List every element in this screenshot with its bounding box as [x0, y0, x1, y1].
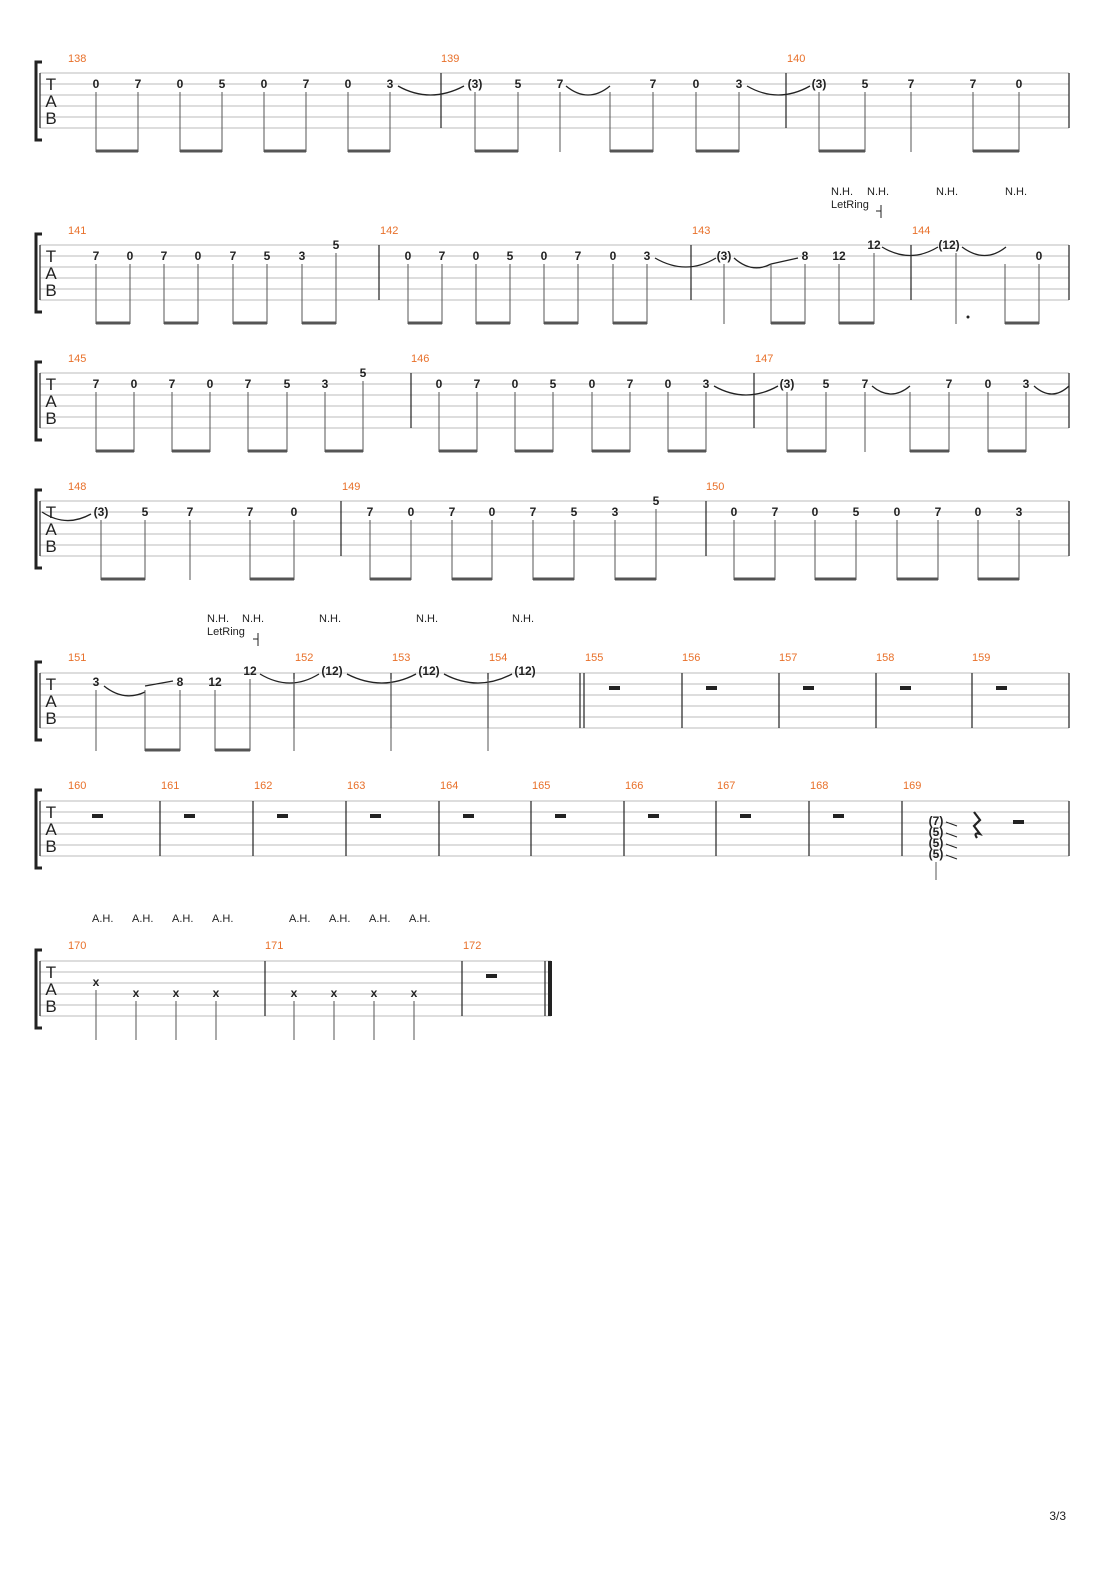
natural-harmonic-label: N.H.: [242, 613, 264, 625]
tab-note: 0: [540, 249, 548, 263]
tab-note: 7: [649, 77, 657, 91]
measure-number: 160: [68, 780, 87, 792]
measure-number: 172: [463, 940, 482, 952]
measure-number: 152: [295, 652, 314, 664]
tab-note: 7: [945, 377, 953, 391]
tab-note: 7: [92, 249, 100, 263]
measure-number: 168: [810, 780, 829, 792]
tab-note: 5: [506, 249, 514, 263]
tab-note: 0: [511, 377, 519, 391]
tab-note: 5: [263, 249, 271, 263]
tab-clef-a: A: [45, 980, 57, 999]
natural-harmonic-label: N.H.: [416, 613, 438, 625]
dead-note: x: [212, 986, 220, 1000]
tab-clef-a: A: [45, 92, 57, 111]
tab-note: 7: [134, 77, 142, 91]
measure-number: 167: [717, 780, 736, 792]
tab-note: 0: [130, 377, 138, 391]
tie: [655, 258, 716, 267]
tab-system-7: [36, 913, 552, 1040]
tab-note: 3: [386, 77, 394, 91]
measure-number: 161: [161, 780, 180, 792]
tab-note: 3: [1022, 377, 1030, 391]
tab-clef-t: T: [45, 803, 57, 822]
natural-harmonic-label: N.H.: [512, 613, 534, 625]
note-stems: [819, 92, 1019, 152]
note-stems: [96, 679, 250, 751]
measure-number: 145: [68, 353, 87, 365]
tie: [747, 86, 810, 95]
measure-number: 156: [682, 652, 701, 664]
artificial-harmonic-label: A.H.: [409, 913, 431, 925]
tab-note: (3): [716, 249, 732, 263]
chord-note: (5): [928, 847, 944, 861]
chord-note: (5): [928, 836, 944, 850]
tab-note: 0: [176, 77, 184, 91]
note-stems: [787, 392, 1026, 452]
tie: [347, 674, 416, 683]
tie: [962, 247, 1006, 256]
measure-number: 169: [903, 780, 922, 792]
tab-note: 5: [822, 377, 830, 391]
let-ring-marker: [253, 633, 258, 646]
tab-note: 7: [160, 249, 168, 263]
tab-note: (3): [779, 377, 795, 391]
tab-clef-b: B: [45, 709, 57, 728]
dead-note: x: [370, 986, 378, 1000]
natural-harmonic-label: N.H.: [831, 186, 853, 198]
dead-note: x: [132, 986, 140, 1000]
tab-clef-b: B: [45, 997, 57, 1016]
measure-number: 159: [972, 652, 991, 664]
measure-number: 146: [411, 353, 430, 365]
tab-note: 7: [186, 505, 194, 519]
tab-clef-t: T: [45, 75, 57, 94]
tab-note: 3: [321, 377, 329, 391]
dead-note: x: [330, 986, 338, 1000]
measure-number: 151: [68, 652, 87, 664]
measure-number: 163: [347, 780, 366, 792]
tab-clef-a: A: [45, 392, 57, 411]
tab-note: 12: [243, 664, 257, 678]
measure-number: 162: [254, 780, 273, 792]
measure-number: 144: [912, 225, 931, 237]
tab-note: 0: [260, 77, 268, 91]
tab-note: (3): [93, 505, 109, 519]
let-ring-label: LetRing: [207, 626, 245, 638]
natural-harmonic-label: N.H.: [936, 186, 958, 198]
let-ring-label: LetRing: [831, 199, 869, 211]
tab-note: 3: [92, 675, 100, 689]
tab-clef-b: B: [45, 109, 57, 128]
tab-note: 5: [861, 77, 869, 91]
tab-note: 3: [702, 377, 710, 391]
tab-note: 0: [344, 77, 352, 91]
slide-out-marks: [946, 822, 957, 859]
tie: [734, 258, 771, 268]
tab-note: (12): [514, 664, 536, 678]
slide-line: [771, 258, 798, 264]
measure-number: 154: [489, 652, 508, 664]
tab-note: 5: [549, 377, 557, 391]
tab-note: 7: [246, 505, 254, 519]
tie: [104, 686, 145, 696]
artificial-harmonic-label: A.H.: [132, 913, 154, 925]
tab-note: 7: [771, 505, 779, 519]
tab-note: (12): [418, 664, 440, 678]
tie: [872, 386, 910, 394]
tab-system-6: [36, 780, 1069, 880]
measure-number: 155: [585, 652, 604, 664]
artificial-harmonic-label: A.H.: [329, 913, 351, 925]
dead-note: x: [410, 986, 418, 1000]
tab-note: 7: [861, 377, 869, 391]
tab-note: 7: [302, 77, 310, 91]
tab-system-4: [36, 481, 1069, 580]
measure-number: 140: [787, 53, 806, 65]
note-stems: [734, 520, 1019, 580]
artificial-harmonic-label: A.H.: [369, 913, 391, 925]
measure-number: 158: [876, 652, 895, 664]
tab-note: 7: [473, 377, 481, 391]
tab-note: 0: [92, 77, 100, 91]
measure-number: 150: [706, 481, 725, 493]
chord-note: (7): [928, 814, 944, 828]
tab-note: 5: [218, 77, 226, 91]
tab-note: (3): [467, 77, 483, 91]
note-stems: [439, 392, 706, 452]
tab-clef-a: A: [45, 820, 57, 839]
tab-note: 0: [811, 505, 819, 519]
tab-note: 0: [609, 249, 617, 263]
tab-note: 7: [529, 505, 537, 519]
tab-system-1: [36, 53, 1069, 152]
tab-note: 3: [1015, 505, 1023, 519]
tab-note: 8: [176, 675, 184, 689]
tab-note: 3: [298, 249, 306, 263]
tab-system-2: [36, 186, 1069, 324]
artificial-harmonic-label: A.H.: [92, 913, 114, 925]
tab-note: 0: [407, 505, 415, 519]
tab-note: 0: [206, 377, 214, 391]
tab-clef-t: T: [45, 963, 57, 982]
tab-system-3: [36, 353, 1069, 452]
rest-mark: [486, 974, 497, 978]
tab-note: 3: [611, 505, 619, 519]
tab-note: 0: [588, 377, 596, 391]
measure-number: 153: [392, 652, 411, 664]
tab-note: 0: [404, 249, 412, 263]
tie: [882, 247, 938, 256]
tab-clef-b: B: [45, 837, 57, 856]
tie: [260, 674, 319, 683]
tab-clef-a: A: [45, 264, 57, 283]
page-number: 3/3: [1049, 1509, 1066, 1523]
tab-note: 0: [488, 505, 496, 519]
tab-clef-t: T: [45, 247, 57, 266]
quarter-rest: [974, 812, 980, 838]
measure-number: 165: [532, 780, 551, 792]
artificial-harmonic-label: A.H.: [212, 913, 234, 925]
let-ring-marker: [876, 205, 881, 218]
natural-harmonic-label: N.H.: [1005, 186, 1027, 198]
note-stems: [96, 92, 390, 152]
tab-note: 5: [359, 366, 367, 380]
tab-note: 7: [244, 377, 252, 391]
tab-note: 5: [570, 505, 578, 519]
tab-clef-a: A: [45, 692, 57, 711]
measure-number: 164: [440, 780, 459, 792]
tab-note: (12): [321, 664, 343, 678]
tab-note: 12: [208, 675, 222, 689]
measure-number: 157: [779, 652, 798, 664]
chord-note: (5): [928, 825, 944, 839]
tab-note: 7: [168, 377, 176, 391]
tab-note: 5: [652, 494, 660, 508]
tab-note: 0: [194, 249, 202, 263]
tab-note: 7: [448, 505, 456, 519]
final-barline-thick: [548, 961, 552, 1016]
tie: [714, 386, 778, 395]
measure-number: 139: [441, 53, 460, 65]
tab-clef-t: T: [45, 503, 57, 522]
measure-number: 170: [68, 940, 87, 952]
tab-note: 12: [832, 249, 846, 263]
tie: [398, 86, 464, 95]
tab-note: 0: [1035, 249, 1043, 263]
tab-note: 7: [969, 77, 977, 91]
measure-number: 147: [755, 353, 774, 365]
tab-note: 0: [664, 377, 672, 391]
rest-marks: [609, 686, 1007, 690]
tab-note: 0: [472, 249, 480, 263]
measure-number: 148: [68, 481, 87, 493]
note-stems: [101, 520, 294, 580]
tab-note: 12: [867, 238, 881, 252]
measure-number: 149: [342, 481, 361, 493]
measure-number: 138: [68, 53, 87, 65]
tab-note: 5: [332, 238, 340, 252]
tab-note: 7: [92, 377, 100, 391]
tab-note: (12): [938, 238, 960, 252]
dead-note: x: [92, 975, 100, 989]
tab-note: 0: [1015, 77, 1023, 91]
natural-harmonic-label: N.H.: [867, 186, 889, 198]
tab-note: 5: [514, 77, 522, 91]
measure-number: 171: [265, 940, 284, 952]
note-stems: [475, 92, 739, 152]
measure-number: 166: [625, 780, 644, 792]
tab-clef-t: T: [45, 375, 57, 394]
measure-number: 143: [692, 225, 711, 237]
tab-system-5: [36, 613, 1069, 751]
tab-note: 7: [574, 249, 582, 263]
tab-clef-t: T: [45, 675, 57, 694]
dead-note: x: [172, 986, 180, 1000]
tab-note: 3: [643, 249, 651, 263]
tie: [1034, 386, 1069, 394]
tab-note: (3): [811, 77, 827, 91]
artificial-harmonic-label: A.H.: [289, 913, 311, 925]
tab-note: 0: [974, 505, 982, 519]
tab-note: 7: [626, 377, 634, 391]
natural-harmonic-label: N.H.: [207, 613, 229, 625]
tab-note: 0: [984, 377, 992, 391]
tab-note: 7: [934, 505, 942, 519]
tab-note: 7: [366, 505, 374, 519]
tab-note: 5: [852, 505, 860, 519]
note-stems: [96, 990, 414, 1040]
tab-clef-b: B: [45, 281, 57, 300]
tab-note: 0: [692, 77, 700, 91]
tie: [566, 86, 610, 95]
tab-note: 3: [735, 77, 743, 91]
tab-note: 7: [229, 249, 237, 263]
tab-note: 0: [435, 377, 443, 391]
artificial-harmonic-label: A.H.: [172, 913, 194, 925]
tab-note: 7: [907, 77, 915, 91]
tab-clef-b: B: [45, 537, 57, 556]
tab-note: 7: [556, 77, 564, 91]
tab-note: 5: [141, 505, 149, 519]
tie: [444, 674, 512, 683]
tab-note: 0: [126, 249, 134, 263]
tab-clef-a: A: [45, 520, 57, 539]
tab-note: 0: [290, 505, 298, 519]
tab-clef-b: B: [45, 409, 57, 428]
dead-note: x: [290, 986, 298, 1000]
tab-note: 0: [893, 505, 901, 519]
tab-note: 5: [283, 377, 291, 391]
measure-number: 141: [68, 225, 87, 237]
natural-harmonic-label: N.H.: [319, 613, 341, 625]
note-stems: [408, 264, 647, 324]
tab-note: 7: [438, 249, 446, 263]
tab-note: 0: [730, 505, 738, 519]
tab-note: 8: [801, 249, 809, 263]
measure-number: 142: [380, 225, 399, 237]
